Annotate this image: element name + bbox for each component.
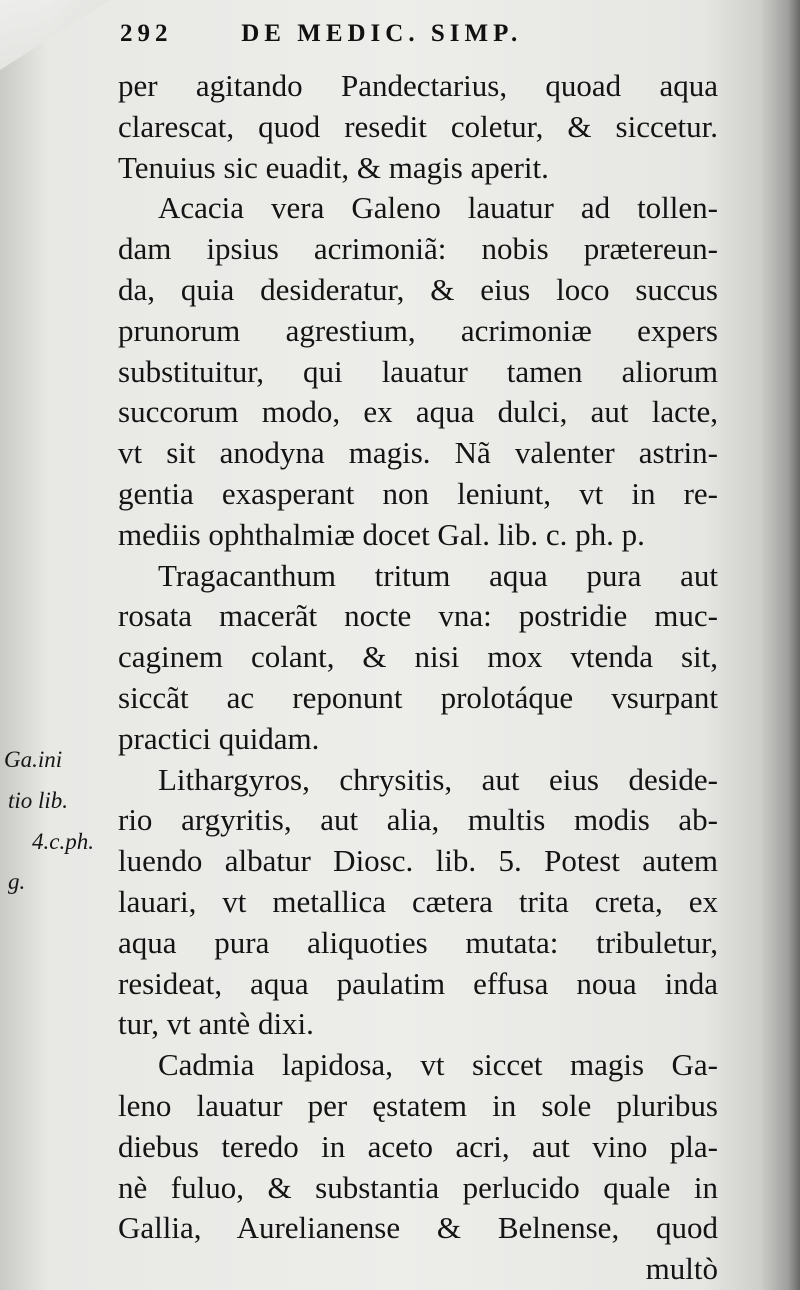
paragraph-start-cadmia: Cadmia lapidosa, vt siccet magis Ga- [158, 1047, 718, 1083]
text-line: practici quidam. [118, 720, 320, 756]
text-line: resideat, aqua paulatim effusa noua inda [118, 965, 718, 1001]
text-line: rio argyritis, aut alia, multis modis ab- [118, 802, 718, 838]
corner-fold [0, 0, 110, 70]
text-line: succorum modo, ex aqua dulci, aut lacte, [118, 394, 718, 430]
text-line: mediis ophthalmiæ docet Gal. lib. c. ph. p. [118, 516, 645, 552]
text-line: tur, vt antè dixi. [118, 1006, 314, 1042]
text-line: nè fuluo, & substantia perlucido quale in [118, 1169, 718, 1205]
body-text [118, 66, 718, 1290]
text-line: luendo albatur Diosc. lib. 5. Potest autem [118, 843, 718, 879]
text-line: diebus teredo in aceto acri, aut vino pla- [118, 1128, 718, 1164]
text-line: gentia exasperant non leniunt, vt in re- [118, 475, 718, 511]
text-line: aqua pura aliquoties mutata: tribuletur, [118, 924, 718, 960]
text-line: vt sit anodyna magis. Nã valenter astrin- [118, 435, 718, 471]
text-line: lauari, vt metallica cætera trita creta, ex [118, 883, 718, 919]
text-line: per agitando Pandectarius, quoad aqua [118, 68, 718, 103]
marginal-note [4, 740, 114, 903]
text-line: prunorum agrestium, acrimoniæ expers [118, 312, 718, 348]
text-line: clarescat, quod resedit coletur, & siccetur. [118, 108, 718, 144]
marginal-note-line: g. [8, 869, 26, 895]
marginal-note-line: 4.c.ph. [32, 828, 94, 854]
text-line: siccãt ac reponunt prolotáque vsurpant [118, 679, 718, 715]
text-line: Gallia, Aurelianense & Belnense, quod [118, 1210, 718, 1246]
text-line: rosata macerãt nocte vna: postridie muc- [118, 598, 718, 634]
running-title: DE MEDIC. SIMP. [241, 20, 523, 47]
page-number: 292 [120, 20, 173, 47]
text-line: da, quia desideratur, & eius loco succus [118, 271, 718, 307]
text-line: substituitur, qui lauatur tamen aliorum [118, 353, 718, 389]
marginal-note-line: tio lib. [8, 787, 69, 813]
paragraph-start-tragacanthum: Tragacanthum tritum aqua pura aut [158, 557, 718, 593]
catchword: multò [645, 1251, 718, 1287]
text-line: leno lauatur per ęstatem in sole pluribus [118, 1087, 718, 1123]
marginal-note-line: Ga.ini [4, 747, 63, 772]
paragraph-start-lithargyros: Lithargyros, chrysitis, aut eius deside- [158, 761, 718, 797]
text-line: dam ipsius acrimoniã: nobis prætereun- [118, 231, 718, 267]
text-line: caginem colant, & nisi mox vtenda sit, [118, 639, 718, 675]
spine-shadow [760, 0, 800, 1290]
running-head [120, 20, 640, 56]
paragraph-start-acacia: Acacia vera Galeno lauatur ad tollen- [158, 190, 718, 226]
text-line: Tenuius sic euadit, & magis aperit. [118, 149, 549, 185]
